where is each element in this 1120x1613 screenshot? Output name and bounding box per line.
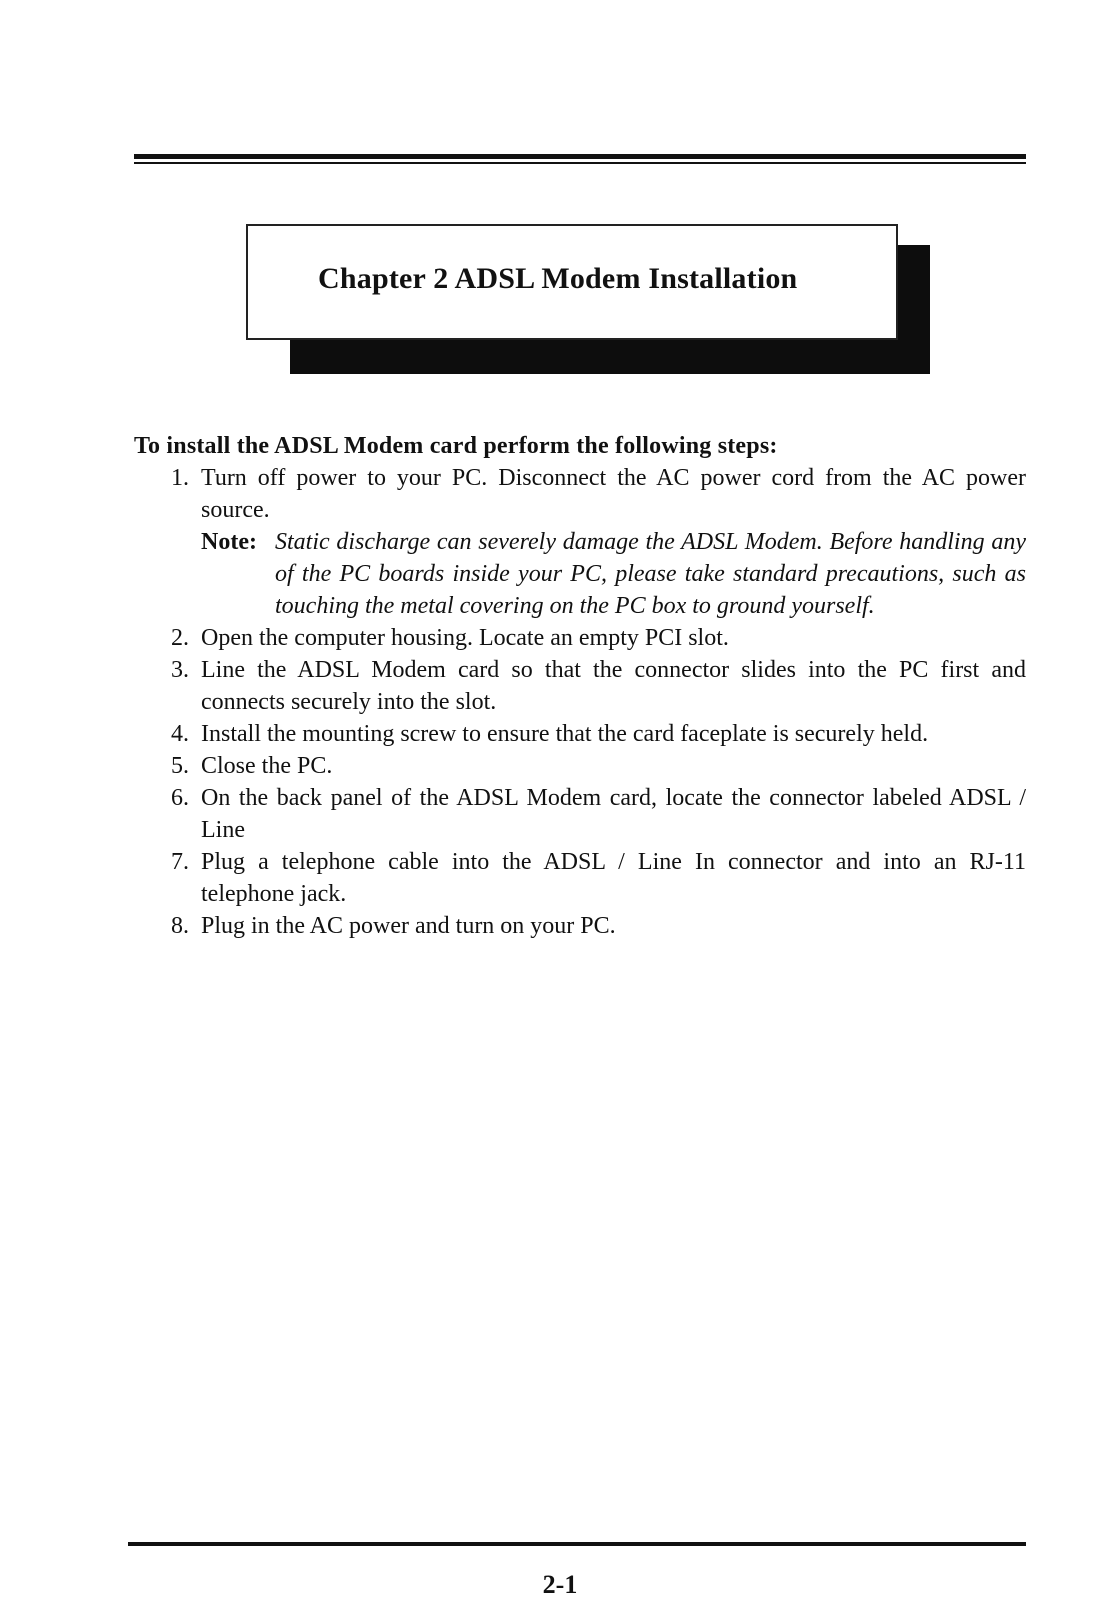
note-label: Note: — [201, 529, 257, 555]
step-item — [134, 750, 1026, 782]
step-number: 7. — [171, 849, 189, 875]
step-item — [134, 622, 1026, 654]
step-item — [134, 846, 1026, 910]
header-rule-thick — [134, 154, 1026, 159]
chapter-title: Chapter 2 ADSL Modem Installation — [318, 262, 798, 295]
step-text: Install the mounting screw to ensure that the card faceplate is securely held. — [201, 721, 929, 747]
step-item — [134, 718, 1026, 750]
step-item — [134, 654, 1026, 718]
step-number: 8. — [171, 913, 189, 939]
footer-rule — [128, 1542, 1026, 1546]
step-item — [134, 910, 1026, 942]
header-rule-thin — [134, 162, 1026, 164]
step-number: 3. — [171, 657, 189, 683]
step-number: 4. — [171, 721, 189, 747]
step-text: Close the PC. — [201, 753, 333, 779]
page-content — [134, 430, 1026, 942]
note-text: Static discharge can severely damage the ADSL Modem. Before handling any of the PC boards inside your PC, please take standard precautions, such as touching the metal covering on the PC box to ground yourself. — [275, 529, 1026, 619]
step-text: On the back panel of the ADSL Modem card, locate the connector labeled ADSL / Line — [201, 785, 1026, 843]
step-text: Plug a telephone cable into the ADSL / Line In connector and into an RJ-11 telephone jack. — [201, 849, 1026, 907]
installation-steps — [134, 462, 1026, 942]
step-number: 1. — [171, 465, 189, 491]
step-number: 2. — [171, 625, 189, 651]
step-item — [134, 782, 1026, 846]
step-number: 5. — [171, 753, 189, 779]
step-text: Turn off power to your PC. Disconnect the AC power cord from the AC power source. — [201, 465, 1026, 523]
note-block — [201, 526, 1026, 622]
page-number: 2-1 — [542, 1570, 578, 1599]
intro-heading: To install the ADSL Modem card perform the following steps: — [134, 433, 778, 459]
step-number: 6. — [171, 785, 189, 811]
step-item — [134, 462, 1026, 622]
step-text: Open the computer housing. Locate an empty PCI slot. — [201, 625, 729, 651]
step-text: Plug in the AC power and turn on your PC. — [201, 913, 616, 939]
step-text: Line the ADSL Modem card so that the connector slides into the PC first and connects securely into the slot. — [201, 657, 1026, 715]
